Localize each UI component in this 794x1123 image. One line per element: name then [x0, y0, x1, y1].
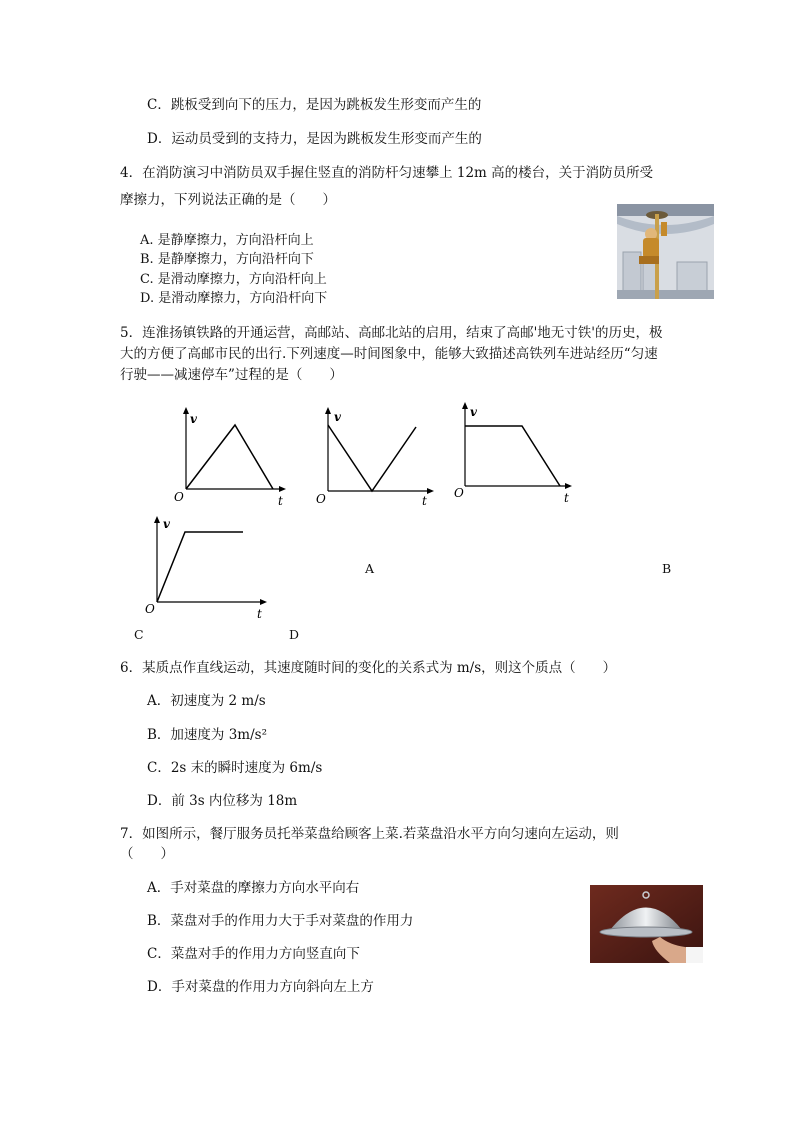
q7-stem-line1: 7．如图所示，餐厅服务员托举菜盘给顾客上菜.若菜盘沿水平方向匀速向左运动，则	[120, 826, 619, 842]
graph-a-t-label: t	[278, 494, 283, 508]
q4-option-b: B. 是静摩擦力，方向沿杆向下	[140, 252, 314, 267]
q4-option-c: C. 是滑动摩擦力，方向沿杆向上	[140, 272, 327, 287]
graph-d-t-label: t	[257, 607, 262, 621]
q6-option-a: A．初速度为 2 m/s	[147, 693, 266, 709]
q7-option-a: A．手对菜盘的摩擦力方向水平向右	[147, 880, 360, 896]
firefighter-pole-picture	[617, 204, 714, 299]
graph-b	[312, 405, 442, 510]
choice-label-c: C	[134, 627, 144, 642]
graph-b-t-label: t	[422, 494, 427, 508]
graph-d	[143, 512, 278, 622]
graph-b-v-label: v	[334, 410, 341, 424]
graph-c-origin-label: O	[454, 486, 464, 500]
graph-d-v-label: v	[163, 517, 170, 531]
graph-a-origin-label: O	[174, 490, 184, 504]
q7-option-b: B．菜盘对手的作用力大于手对菜盘的作用力	[147, 913, 414, 929]
q5-stem-line2: 大的方便了高邮市民的出行.下列速度—时间图象中，能够大致描述高铁列车进站经历“匀速	[120, 346, 658, 362]
q6-stem: 6．某质点作直线运动，其速度随时间的变化的关系式为 m/s，则这个质点（ ）	[120, 660, 617, 676]
q6-option-c: C．2s 末的瞬时速度为 6m/s	[147, 760, 323, 776]
q7-option-d: D．手对菜盘的作用力方向斜向左上方	[147, 979, 374, 995]
graph-a-v-label: v	[190, 412, 197, 426]
q7-option-c: C．菜盘对手的作用力方向竖直向下	[147, 946, 360, 962]
graph-c-t-label: t	[564, 491, 569, 505]
q3-option-d: D．运动员受到的支持力，是因为跳板发生形变而产生的	[147, 131, 482, 147]
graph-b-origin-label: O	[316, 492, 326, 506]
q4-option-a: A. 是静摩擦力，方向沿杆向上	[140, 233, 314, 248]
choice-label-d: D	[289, 627, 300, 642]
graph-d-origin-label: O	[145, 602, 155, 616]
q4-stem-line2: 摩擦力，下列说法正确的是（ ）	[120, 192, 336, 208]
choice-label-a: A	[365, 561, 375, 576]
choice-label-b: B	[662, 561, 672, 576]
q4-option-d: D. 是滑动摩擦力，方向沿杆向下	[140, 291, 328, 306]
q6-option-d: D．前 3s 内位移为 18m	[147, 793, 298, 809]
graph-a	[170, 405, 290, 510]
q5-stem-line3: 行驶——减速停车”过程的是（ ）	[120, 367, 343, 383]
graph-c-v-label: v	[470, 405, 477, 419]
waiter-tray-picture	[590, 885, 703, 963]
q4-stem-line1: 4．在消防演习中消防员双手握住竖直的消防杆匀速攀上 12m 高的楼台，关于消防员所受	[120, 165, 654, 181]
q3-option-c: C．跳板受到向下的压力，是因为跳板发生形变而产生的	[147, 97, 482, 113]
q6-option-b: B．加速度为 3m/s²	[147, 727, 267, 743]
graph-c	[452, 398, 582, 508]
q7-stem-line2: （ ）	[120, 846, 174, 862]
q5-stem-line1: 5．连淮扬镇铁路的开通运营，高邮站、高邮北站的启用，结束了高邮'地无寸铁'的历史，极	[120, 325, 663, 341]
